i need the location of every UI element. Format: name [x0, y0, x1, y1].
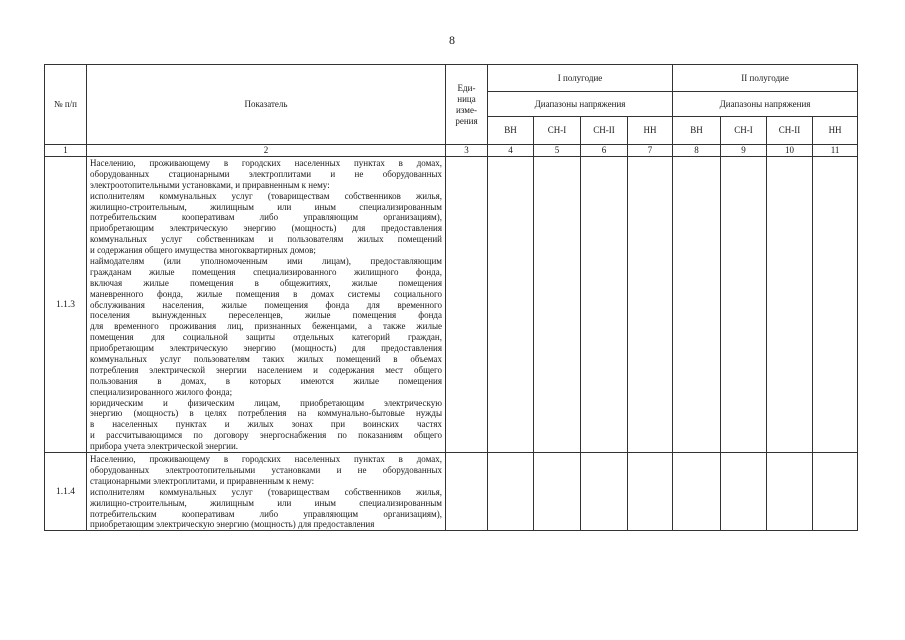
- header-unit-line: ница: [457, 93, 476, 104]
- value-cell: [673, 453, 721, 531]
- row-description: [87, 157, 446, 453]
- value-cell: [488, 453, 534, 531]
- value-cell: [446, 157, 488, 453]
- description-line: Населению, проживающему в городских населенных пунктах в домах,: [90, 158, 442, 168]
- description-line: в населенных пунктах и жилых зонах при воинских частях: [90, 419, 442, 430]
- header-indicator: Показатель: [87, 65, 446, 145]
- value-cell: [446, 453, 488, 531]
- value-cell: [721, 453, 767, 531]
- value-cell: [581, 157, 628, 453]
- value-cell: [581, 453, 628, 531]
- description-line: включая жилые помещения в общежитиях, жилые помещения: [90, 277, 442, 288]
- description-line: приобретающим электрическую энергию (мощность) для предоставления: [90, 343, 442, 354]
- header-ranges-1: Диапазоны напряжения: [488, 92, 673, 117]
- tariff-table: [44, 64, 858, 531]
- description-line: оборудованных электроотопительными установками и не оборудованных: [90, 464, 442, 475]
- value-cell: [628, 157, 673, 453]
- description-line: приобретающим электрическую энергию (мощность) для предоставления: [90, 519, 375, 530]
- description-line: наймодателям (или уполномоченным ими лицам), предоставляющим: [90, 256, 442, 267]
- header-half-1: I полугодие: [488, 65, 673, 92]
- value-cell: [767, 157, 813, 453]
- header-unit: [446, 65, 488, 145]
- column-number: 10: [767, 145, 813, 157]
- description-line: потребления электрической энергии населением и содержания мест общего: [90, 364, 442, 375]
- description-line: коммунальных услуг собственникам и пользователям жилых помещений: [90, 234, 442, 245]
- value-cell: [813, 453, 858, 531]
- column-number: 5: [534, 145, 581, 157]
- value-cell: [767, 453, 813, 531]
- description-line: гражданам жилые помещения специализированного жилищного фонда,: [90, 266, 442, 277]
- header-sub-sn1: СН-I: [721, 117, 767, 145]
- header-half-2: II полугодие: [673, 65, 858, 92]
- value-cell: [813, 157, 858, 453]
- description-line: энергию (мощность) в целях потребления на коммунально-бытовые нужды: [90, 408, 442, 419]
- description-line: пользования в домах, в которых имеются жилые помещения: [90, 375, 442, 386]
- value-cell: [534, 453, 581, 531]
- description-line: приобретающим электрическую энергию (мощность) для предоставления: [90, 223, 442, 234]
- header-sub-sn1: СН-I: [534, 117, 581, 145]
- column-number: 11: [813, 145, 858, 157]
- column-number: 2: [87, 145, 446, 157]
- description-line: юридическим и физическим лицам, приобретающим электрическую: [90, 397, 442, 408]
- description-line: обслуживания населения, жилые помещения фонда для временного: [90, 299, 442, 310]
- header-number: № п/п: [45, 65, 87, 145]
- description-line: стационарными электроплитами, и приравненным к нему:: [90, 475, 315, 486]
- description-line: исполнителям коммунальных услуг (товариществам собственников жилья,: [90, 486, 442, 497]
- column-number: 1: [45, 145, 87, 157]
- header-sub-nn: НН: [628, 117, 673, 145]
- column-number: 8: [673, 145, 721, 157]
- column-number: 4: [488, 145, 534, 157]
- description-line: поселения вынужденных переселенцев, жилые помещения фонда: [90, 310, 442, 321]
- column-number-row: [45, 145, 858, 157]
- description-line: маневренного фонда, жилые помещения в домах системы социального: [90, 288, 442, 299]
- description-line: потребительским кооперативам либо управляющим организациям),: [90, 508, 442, 519]
- description-line: Населению, проживающему в городских населенных пунктах в домах,: [90, 454, 442, 465]
- value-cell: [534, 157, 581, 453]
- row-description: [87, 453, 446, 531]
- table-body: [45, 157, 858, 531]
- column-number: 3: [446, 145, 488, 157]
- description-line: электроотопительными установками, и приравненным к нему:: [90, 179, 330, 190]
- table-row: [45, 157, 858, 453]
- description-line: коммунальных услуг пользователям таких жилых помещений в объемах: [90, 354, 442, 365]
- header-sub-sn2: СН-II: [581, 117, 628, 145]
- header-sub-nn: НН: [813, 117, 858, 145]
- table-row: [45, 453, 858, 531]
- description-line: прибора учета электрической энергии.: [90, 441, 239, 452]
- row-code: 1.1.4: [45, 453, 87, 531]
- column-number: 7: [628, 145, 673, 157]
- column-number: 6: [581, 145, 628, 157]
- page-number: 8: [449, 33, 455, 47]
- value-cell: [628, 453, 673, 531]
- value-cell: [721, 157, 767, 453]
- description-line: жилищно-строительным, жилищным или иным специализированным: [90, 497, 442, 508]
- header-sub-sn2: СН-II: [767, 117, 813, 145]
- description-line: исполнителям коммунальных услуг (товариществам собственников жилья,: [90, 190, 442, 201]
- description-line: и содержания общего имущества многоквартирных домов;: [90, 245, 316, 256]
- description-line: помещения для социальной защиты отдельных категорий граждан,: [90, 332, 442, 343]
- header-sub-vn: ВН: [488, 117, 534, 145]
- description-line: потребительским кооперативам либо управляющим организациям),: [90, 212, 442, 223]
- row-code: 1.1.3: [45, 157, 87, 453]
- description-line: для временного проживания лиц, признанных беженцами, а также жилые: [90, 321, 442, 332]
- header-unit-line: Еди-: [457, 82, 476, 93]
- value-cell: [488, 157, 534, 453]
- description-line: и рассчитывающимся по договору энергоснабжения по показаниям общего: [90, 430, 442, 441]
- header-unit-line: изме-: [456, 104, 477, 115]
- header-sub-vn: ВН: [673, 117, 721, 145]
- description-line: специализированного жилого фонда;: [90, 386, 233, 397]
- column-number: 9: [721, 145, 767, 157]
- description-line: жилищно-строительным, жилищным или иным специализированным: [90, 201, 442, 212]
- header-ranges-2: Диапазоны напряжения: [673, 92, 858, 117]
- header-unit-line: рения: [455, 115, 478, 126]
- description-line: оборудованных стационарными электроплитами и не оборудованных: [90, 168, 442, 179]
- value-cell: [673, 157, 721, 453]
